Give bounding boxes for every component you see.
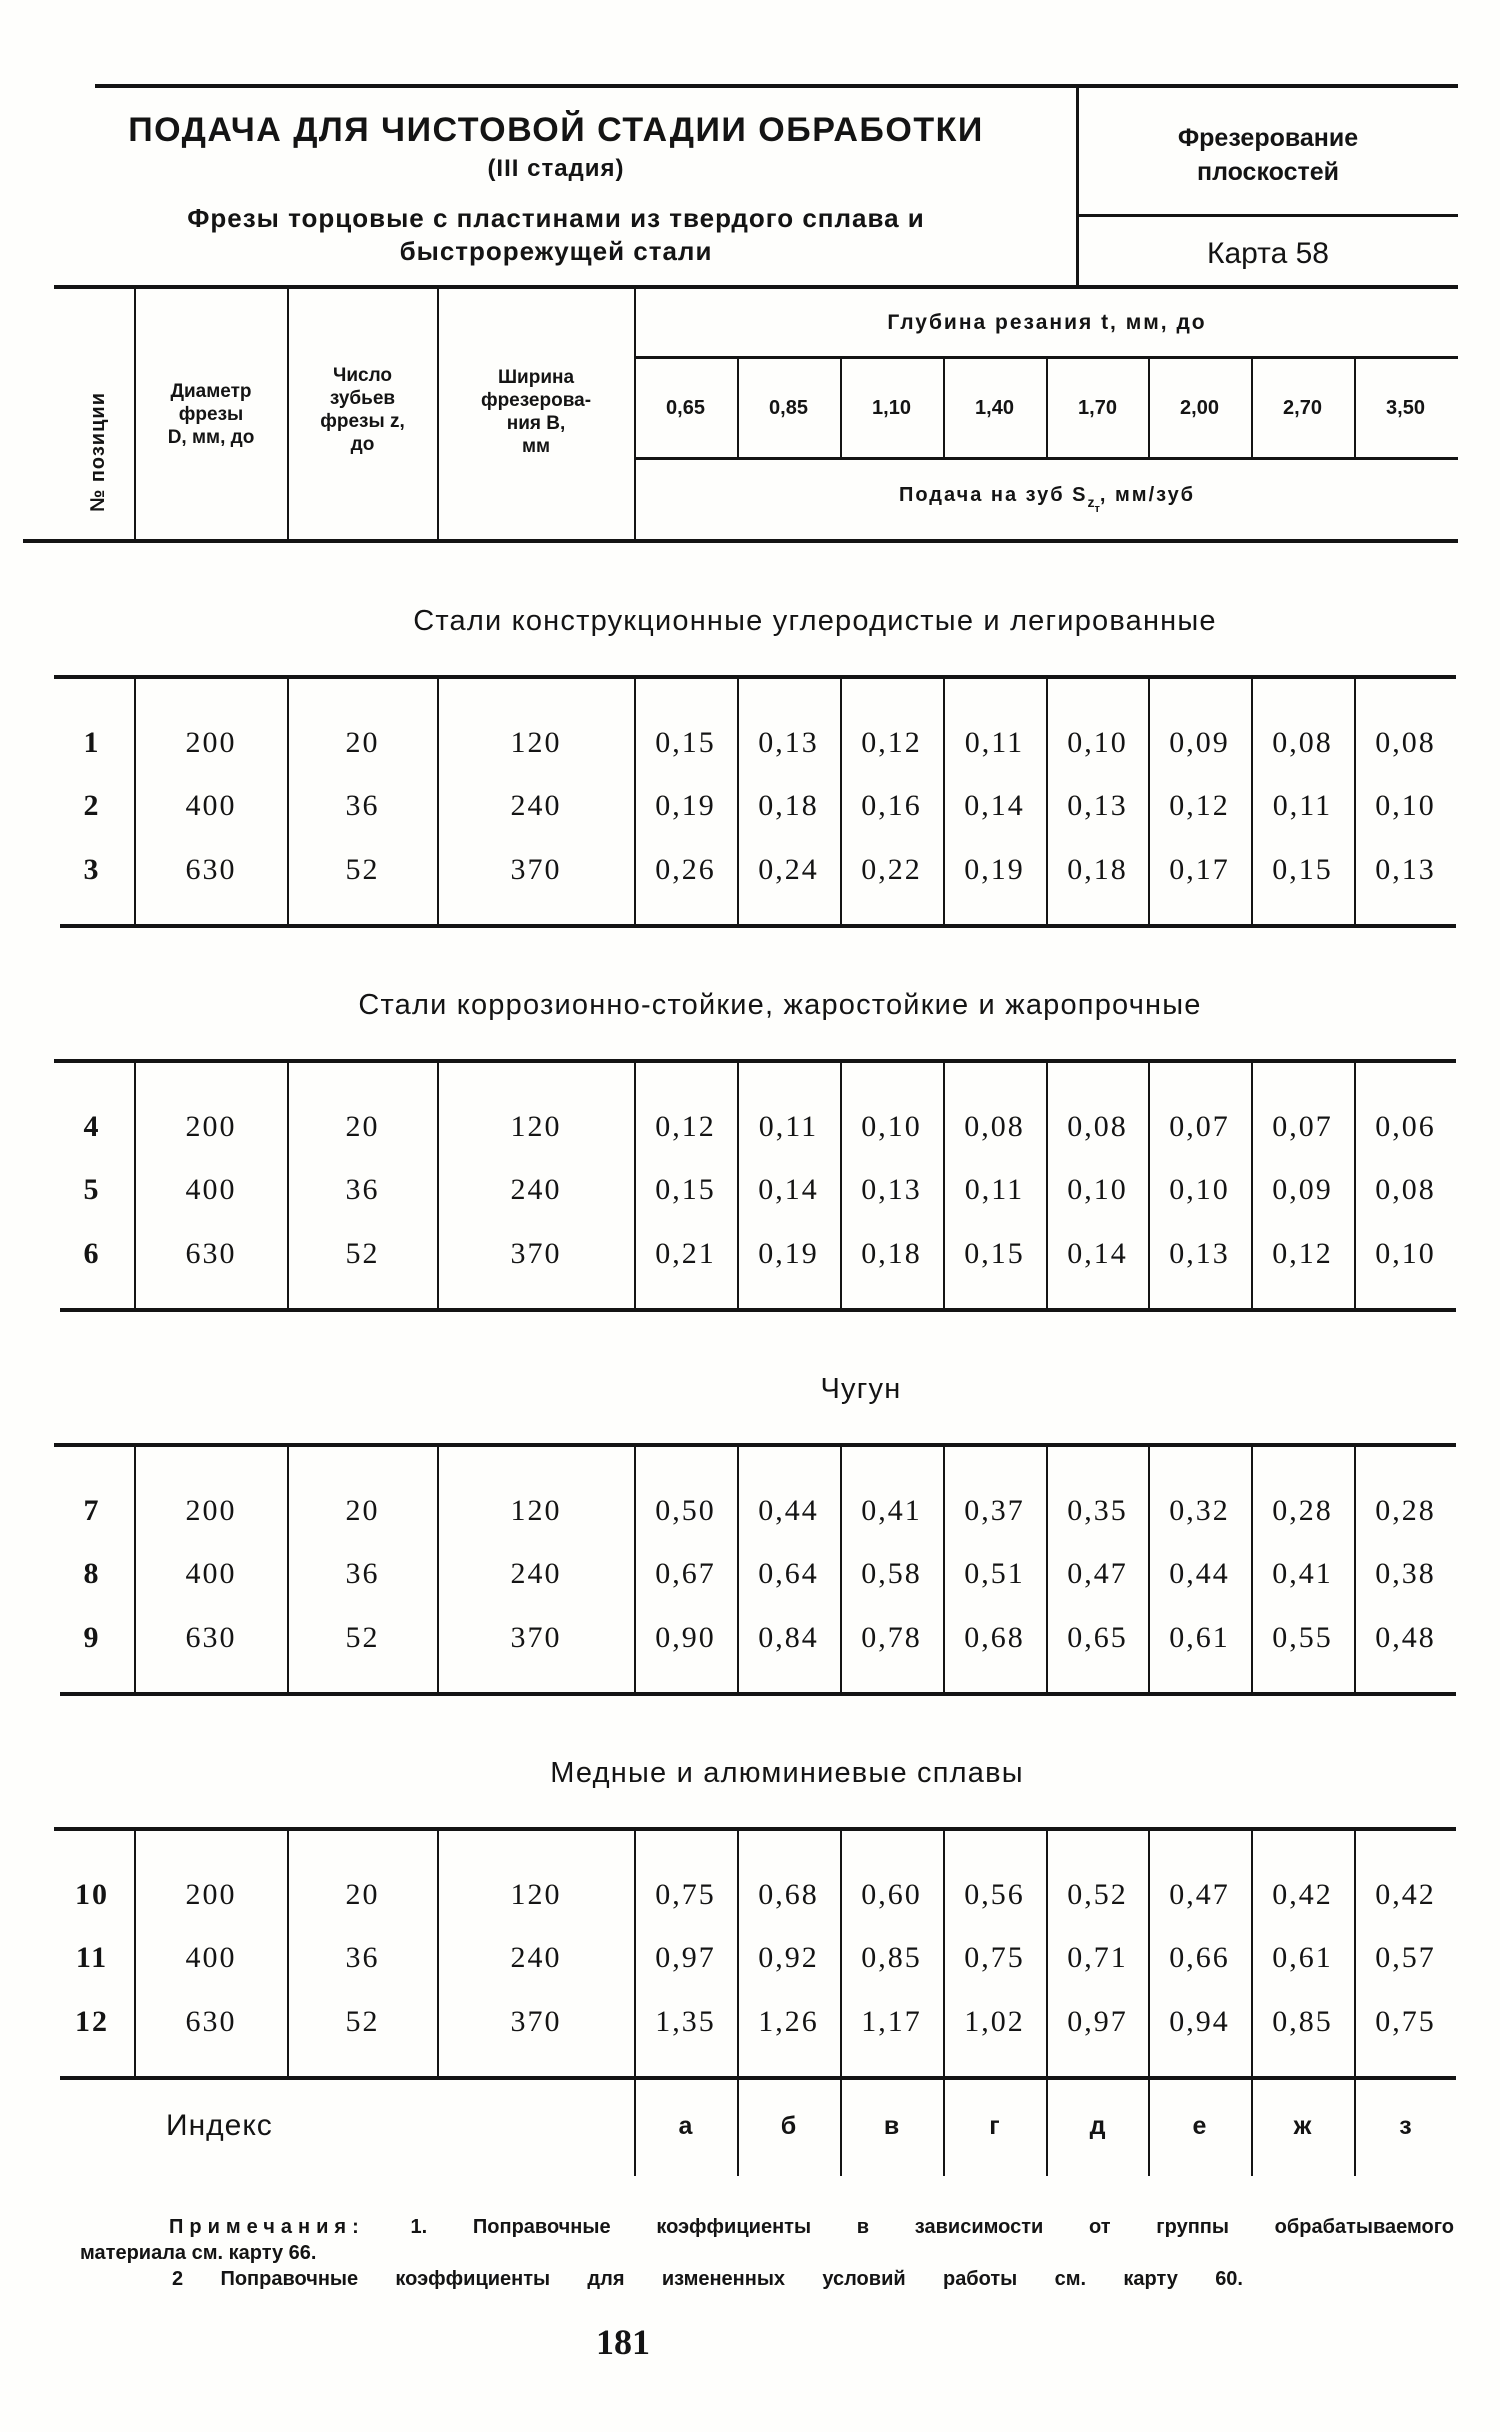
operation-line-2: плоскостей <box>1196 158 1340 186</box>
teeth-column-header: Число зубьев фрезы z, до <box>320 365 405 455</box>
feed-cell: 0,11 <box>964 1173 1025 1206</box>
feed-cell: 0,78 <box>861 1621 922 1654</box>
index-label: Индекс <box>166 2109 273 2142</box>
feed-cell: 0,08 <box>964 1110 1025 1143</box>
table-row <box>0 1168 1500 1212</box>
feed-unit: , мм/зуб <box>1099 484 1196 506</box>
feed-cell: 0,51 <box>964 1557 1025 1590</box>
feed-cell: 0,47 <box>1067 1557 1128 1590</box>
teeth-cell: 36 <box>345 789 380 822</box>
feed-cell: 0,41 <box>1272 1557 1333 1590</box>
diameter-cell: 630 <box>185 853 237 886</box>
section-top-rule <box>54 1443 1456 1447</box>
teeth-cell: 20 <box>345 1878 380 1911</box>
feed-cell: 0,32 <box>1169 1494 1230 1527</box>
feed-cell: 0,75 <box>1375 2005 1436 2038</box>
feed-cell: 0,68 <box>964 1621 1025 1654</box>
depth-value: 1,70 <box>1078 397 1117 419</box>
feed-cell: 0,61 <box>1169 1621 1230 1654</box>
card-rule <box>1076 214 1458 217</box>
depth-column-rule <box>1148 357 1150 458</box>
feed-cell: 0,10 <box>1067 1173 1128 1206</box>
table-row <box>0 784 1500 828</box>
position-cell: 7 <box>83 1494 101 1527</box>
feed-cell: 0,19 <box>964 853 1025 886</box>
feed-cell: 0,10 <box>1067 726 1128 759</box>
feed-cell: 0,44 <box>1169 1557 1230 1590</box>
feed-cell: 0,13 <box>758 726 819 759</box>
material-section <box>0 597 1500 929</box>
position-cell: 5 <box>83 1173 101 1206</box>
section-title: Стали коррозионно-стойкие, жаростойкие и жаропрочные <box>358 989 1202 1021</box>
table-row <box>0 2000 1500 2044</box>
index-letter: е <box>1192 2112 1207 2140</box>
teeth-cell: 20 <box>345 1110 380 1143</box>
feed-cell: 0,85 <box>861 1941 922 1974</box>
diameter-cell: 400 <box>185 789 237 822</box>
feed-cell: 0,15 <box>1272 853 1333 886</box>
position-cell: 1 <box>83 726 101 759</box>
diameter-column-header: Диаметр фрезы D, мм, до <box>167 381 255 448</box>
depth-column-rule <box>840 357 842 458</box>
teeth-cell: 36 <box>345 1557 380 1590</box>
feed-cell: 0,08 <box>1375 1173 1436 1206</box>
index-letter: д <box>1089 2112 1106 2140</box>
depth-column-rule <box>737 357 739 458</box>
feed-cell: 0,12 <box>861 726 922 759</box>
feed-cell: 0,42 <box>1375 1878 1436 1911</box>
feed-cell: 0,13 <box>861 1173 922 1206</box>
feed-cell: 1,17 <box>861 2005 922 2038</box>
index-letter: г <box>989 2112 1000 2140</box>
feed-subscript-t: т <box>1094 503 1100 515</box>
feed-cell: 0,90 <box>655 1621 716 1654</box>
depth-value: 0,65 <box>666 397 705 419</box>
feed-cell: 0,19 <box>758 1237 819 1270</box>
feed-cell: 0,35 <box>1067 1494 1128 1527</box>
feed-cell: 0,75 <box>655 1878 716 1911</box>
depth-value: 1,40 <box>975 397 1014 419</box>
feed-cell: 0,94 <box>1169 2005 1230 2038</box>
notes-label: Примечания: <box>169 2216 365 2238</box>
feed-cell: 0,21 <box>655 1237 716 1270</box>
feed-cell: 0,12 <box>655 1110 716 1143</box>
width-cell: 120 <box>510 1110 562 1143</box>
feed-cell: 0,84 <box>758 1621 819 1654</box>
feed-cell: 0,08 <box>1272 726 1333 759</box>
feed-cell: 0,13 <box>1169 1237 1230 1270</box>
diameter-cell: 200 <box>185 1110 237 1143</box>
depth-value: 1,10 <box>872 397 911 419</box>
table-row <box>0 721 1500 765</box>
diameter-cell: 630 <box>185 1621 237 1654</box>
feed-cell: 0,10 <box>1375 1237 1436 1270</box>
table-row <box>0 1873 1500 1917</box>
feed-cell: 1,26 <box>758 2005 819 2038</box>
feed-subscript-z: z <box>1087 494 1095 510</box>
feed-cell: 0,38 <box>1375 1557 1436 1590</box>
width-cell: 370 <box>510 2005 562 2038</box>
table-row <box>0 1489 1500 1533</box>
position-cell: 3 <box>83 853 101 886</box>
position-cell: 2 <box>83 789 101 822</box>
section-top-rule <box>54 1059 1456 1063</box>
teeth-cell: 52 <box>345 1621 380 1654</box>
feed-header <box>636 476 1458 528</box>
feed-cell: 0,19 <box>655 789 716 822</box>
feed-cell: 0,08 <box>1067 1110 1128 1143</box>
feed-subscript <box>1087 494 1100 515</box>
depth-header: Глубина резания t, мм, до <box>887 311 1207 334</box>
width-cell: 240 <box>510 1941 562 1974</box>
feed-cell: 0,11 <box>1272 789 1333 822</box>
feed-cell: 0,66 <box>1169 1941 1230 1974</box>
teeth-cell: 52 <box>345 2005 380 2038</box>
diameter-cell: 200 <box>185 1878 237 1911</box>
feed-cell: 0,16 <box>861 789 922 822</box>
section-title: Стали конструкционные углеродистые и легированные <box>413 605 1217 637</box>
teeth-cell: 36 <box>345 1941 380 1974</box>
feed-cell: 0,15 <box>655 1173 716 1206</box>
note-1-text: 1. Поправочные коэффициенты в зависимости от группы обрабатываемого <box>410 2216 1454 2238</box>
index-letter: б <box>780 2112 797 2140</box>
feed-cell: 0,14 <box>1067 1237 1128 1270</box>
feed-cell: 0,37 <box>964 1494 1025 1527</box>
table-row <box>0 1105 1500 1149</box>
index-letter: з <box>1399 2112 1412 2140</box>
feed-cell: 0,18 <box>861 1237 922 1270</box>
feed-cell: 0,07 <box>1272 1110 1333 1143</box>
feed-cell: 1,02 <box>964 2005 1025 2038</box>
feed-cell: 1,35 <box>655 2005 716 2038</box>
position-cell: 12 <box>75 2005 109 2038</box>
width-cell: 240 <box>510 1557 562 1590</box>
subtitle-line-1: Фрезы торцовые с пластинами из твердого сплава и <box>187 203 925 233</box>
teeth-cell: 20 <box>345 1494 380 1527</box>
section-title: Чугун <box>820 1373 902 1405</box>
feed-cell: 0,47 <box>1169 1878 1230 1911</box>
feed-cell: 0,92 <box>758 1941 819 1974</box>
depth-column-rule <box>1046 357 1048 458</box>
feed-cell: 0,13 <box>1067 789 1128 822</box>
page-number: 181 <box>596 2322 650 2362</box>
width-cell: 120 <box>510 1878 562 1911</box>
feed-cell: 0,97 <box>1067 2005 1128 2038</box>
note-1-line-2: материала см. карту 66. <box>80 2242 317 2264</box>
feed-cell: 0,64 <box>758 1557 819 1590</box>
note-2: 2 Поправочные коэффициенты для измененных условий работы см. карту 60. <box>172 2268 1243 2290</box>
feed-cell: 0,55 <box>1272 1621 1333 1654</box>
feed-cell: 0,12 <box>1272 1237 1333 1270</box>
feed-cell: 0,44 <box>758 1494 819 1527</box>
section-bottom-rule <box>60 1308 1456 1312</box>
feed-cell: 0,56 <box>964 1878 1025 1911</box>
teeth-cell: 20 <box>345 726 380 759</box>
feed-cell: 0,18 <box>758 789 819 822</box>
depth-column-rule <box>1251 357 1253 458</box>
position-column-header: № позиции <box>87 392 109 513</box>
subtitle-line-2: быстрорежущей стали <box>399 236 713 266</box>
index-letter: а <box>678 2112 693 2140</box>
feed-cell: 0,12 <box>1169 789 1230 822</box>
feed-cell: 0,68 <box>758 1878 819 1911</box>
feed-cell: 0,67 <box>655 1557 716 1590</box>
table-row <box>0 1552 1500 1596</box>
feed-cell: 0,61 <box>1272 1941 1333 1974</box>
feed-cell: 0,48 <box>1375 1621 1436 1654</box>
operation-line-1: Фрезерование <box>1177 124 1359 152</box>
section-bottom-rule <box>60 1692 1456 1696</box>
index-row <box>0 2076 1500 2176</box>
feed-cell: 0,13 <box>1375 853 1436 886</box>
depth-value: 3,50 <box>1386 397 1425 419</box>
diameter-cell: 200 <box>185 726 237 759</box>
section-title: Медные и алюминиевые сплавы <box>550 1757 1024 1789</box>
feed-cell: 0,60 <box>861 1878 922 1911</box>
width-column-header: Ширина фрезерова- ния B, мм <box>480 367 592 457</box>
feed-cell: 0,24 <box>758 853 819 886</box>
position-cell: 10 <box>75 1878 109 1911</box>
feed-cell: 0,10 <box>861 1110 922 1143</box>
feed-cell: 0,42 <box>1272 1878 1333 1911</box>
depth-value: 0,85 <box>769 397 808 419</box>
teeth-cell: 52 <box>345 1237 380 1270</box>
width-cell: 240 <box>510 1173 562 1206</box>
diameter-cell: 200 <box>185 1494 237 1527</box>
position-cell: 9 <box>83 1621 101 1654</box>
feed-cell: 0,10 <box>1169 1173 1230 1206</box>
depth-value: 2,70 <box>1283 397 1322 419</box>
width-cell: 370 <box>510 1621 562 1654</box>
table-row <box>0 1936 1500 1980</box>
feed-cell: 0,15 <box>964 1237 1025 1270</box>
header-bottom-rule <box>54 285 1458 289</box>
feed-cell: 0,17 <box>1169 853 1230 886</box>
feed-cell: 0,58 <box>861 1557 922 1590</box>
feed-cell: 0,52 <box>1067 1878 1128 1911</box>
feed-cell: 0,10 <box>1375 789 1436 822</box>
feed-cell: 0,11 <box>964 726 1025 759</box>
position-cell: 4 <box>83 1110 101 1143</box>
top-rule <box>95 84 1458 88</box>
width-cell: 370 <box>510 1237 562 1270</box>
feed-cell: 0,97 <box>655 1941 716 1974</box>
table-row <box>0 1616 1500 1660</box>
feed-cell: 0,11 <box>758 1110 819 1143</box>
table-header-bottom-rule <box>23 539 1458 543</box>
card-number: Карта 58 <box>1207 237 1329 270</box>
feed-cell: 0,09 <box>1169 726 1230 759</box>
feed-cell: 0,26 <box>655 853 716 886</box>
feed-cell: 0,08 <box>1375 726 1436 759</box>
feed-cell: 0,85 <box>1272 2005 1333 2038</box>
section-top-rule <box>54 1827 1456 1831</box>
teeth-cell: 52 <box>345 853 380 886</box>
table-row <box>0 1232 1500 1276</box>
depth-rule-bottom <box>634 457 1458 460</box>
feed-cell: 0,71 <box>1067 1941 1128 1974</box>
depth-value: 2,00 <box>1180 397 1219 419</box>
depth-column-rule <box>1354 357 1356 458</box>
diameter-cell: 630 <box>185 2005 237 2038</box>
feed-cell: 0,09 <box>1272 1173 1333 1206</box>
stage-label: (III стадия) <box>487 155 625 182</box>
feed-cell: 0,57 <box>1375 1941 1436 1974</box>
teeth-cell: 36 <box>345 1173 380 1206</box>
feed-cell: 0,18 <box>1067 853 1128 886</box>
feed-cell: 0,15 <box>655 726 716 759</box>
feed-cell: 0,65 <box>1067 1621 1128 1654</box>
material-section <box>0 1365 1500 1697</box>
width-cell: 120 <box>510 726 562 759</box>
material-section <box>0 1749 1500 2081</box>
diameter-cell: 400 <box>185 1173 237 1206</box>
feed-cell: 0,50 <box>655 1494 716 1527</box>
feed-cell: 0,28 <box>1272 1494 1333 1527</box>
position-cell: 6 <box>83 1237 101 1270</box>
width-cell: 240 <box>510 789 562 822</box>
position-cell: 8 <box>83 1557 101 1590</box>
feed-cell: 0,14 <box>964 789 1025 822</box>
index-letter: в <box>883 2112 900 2140</box>
table-row <box>0 848 1500 892</box>
feed-label-text: Подача на зуб S <box>898 484 1088 506</box>
section-top-rule <box>54 675 1456 679</box>
section-bottom-rule <box>60 924 1456 928</box>
width-cell: 120 <box>510 1494 562 1527</box>
feed-cell: 0,41 <box>861 1494 922 1527</box>
diameter-cell: 400 <box>185 1941 237 1974</box>
feed-cell: 0,07 <box>1169 1110 1230 1143</box>
note-1-line-1 <box>169 2214 1454 2240</box>
depth-column-rule <box>943 357 945 458</box>
feed-cell: 0,14 <box>758 1173 819 1206</box>
feed-cell: 0,28 <box>1375 1494 1436 1527</box>
diameter-cell: 630 <box>185 1237 237 1270</box>
position-cell: 11 <box>75 1941 109 1974</box>
page-title: ПОДАЧА ДЛЯ ЧИСТОВОЙ СТАДИИ ОБРАБОТКИ <box>128 111 984 149</box>
feed-cell: 0,22 <box>861 853 922 886</box>
width-cell: 370 <box>510 853 562 886</box>
index-letter: ж <box>1293 2112 1312 2140</box>
feed-cell: 0,06 <box>1375 1110 1436 1143</box>
material-section <box>0 981 1500 1313</box>
feed-cell: 0,75 <box>964 1941 1025 1974</box>
diameter-cell: 400 <box>185 1557 237 1590</box>
